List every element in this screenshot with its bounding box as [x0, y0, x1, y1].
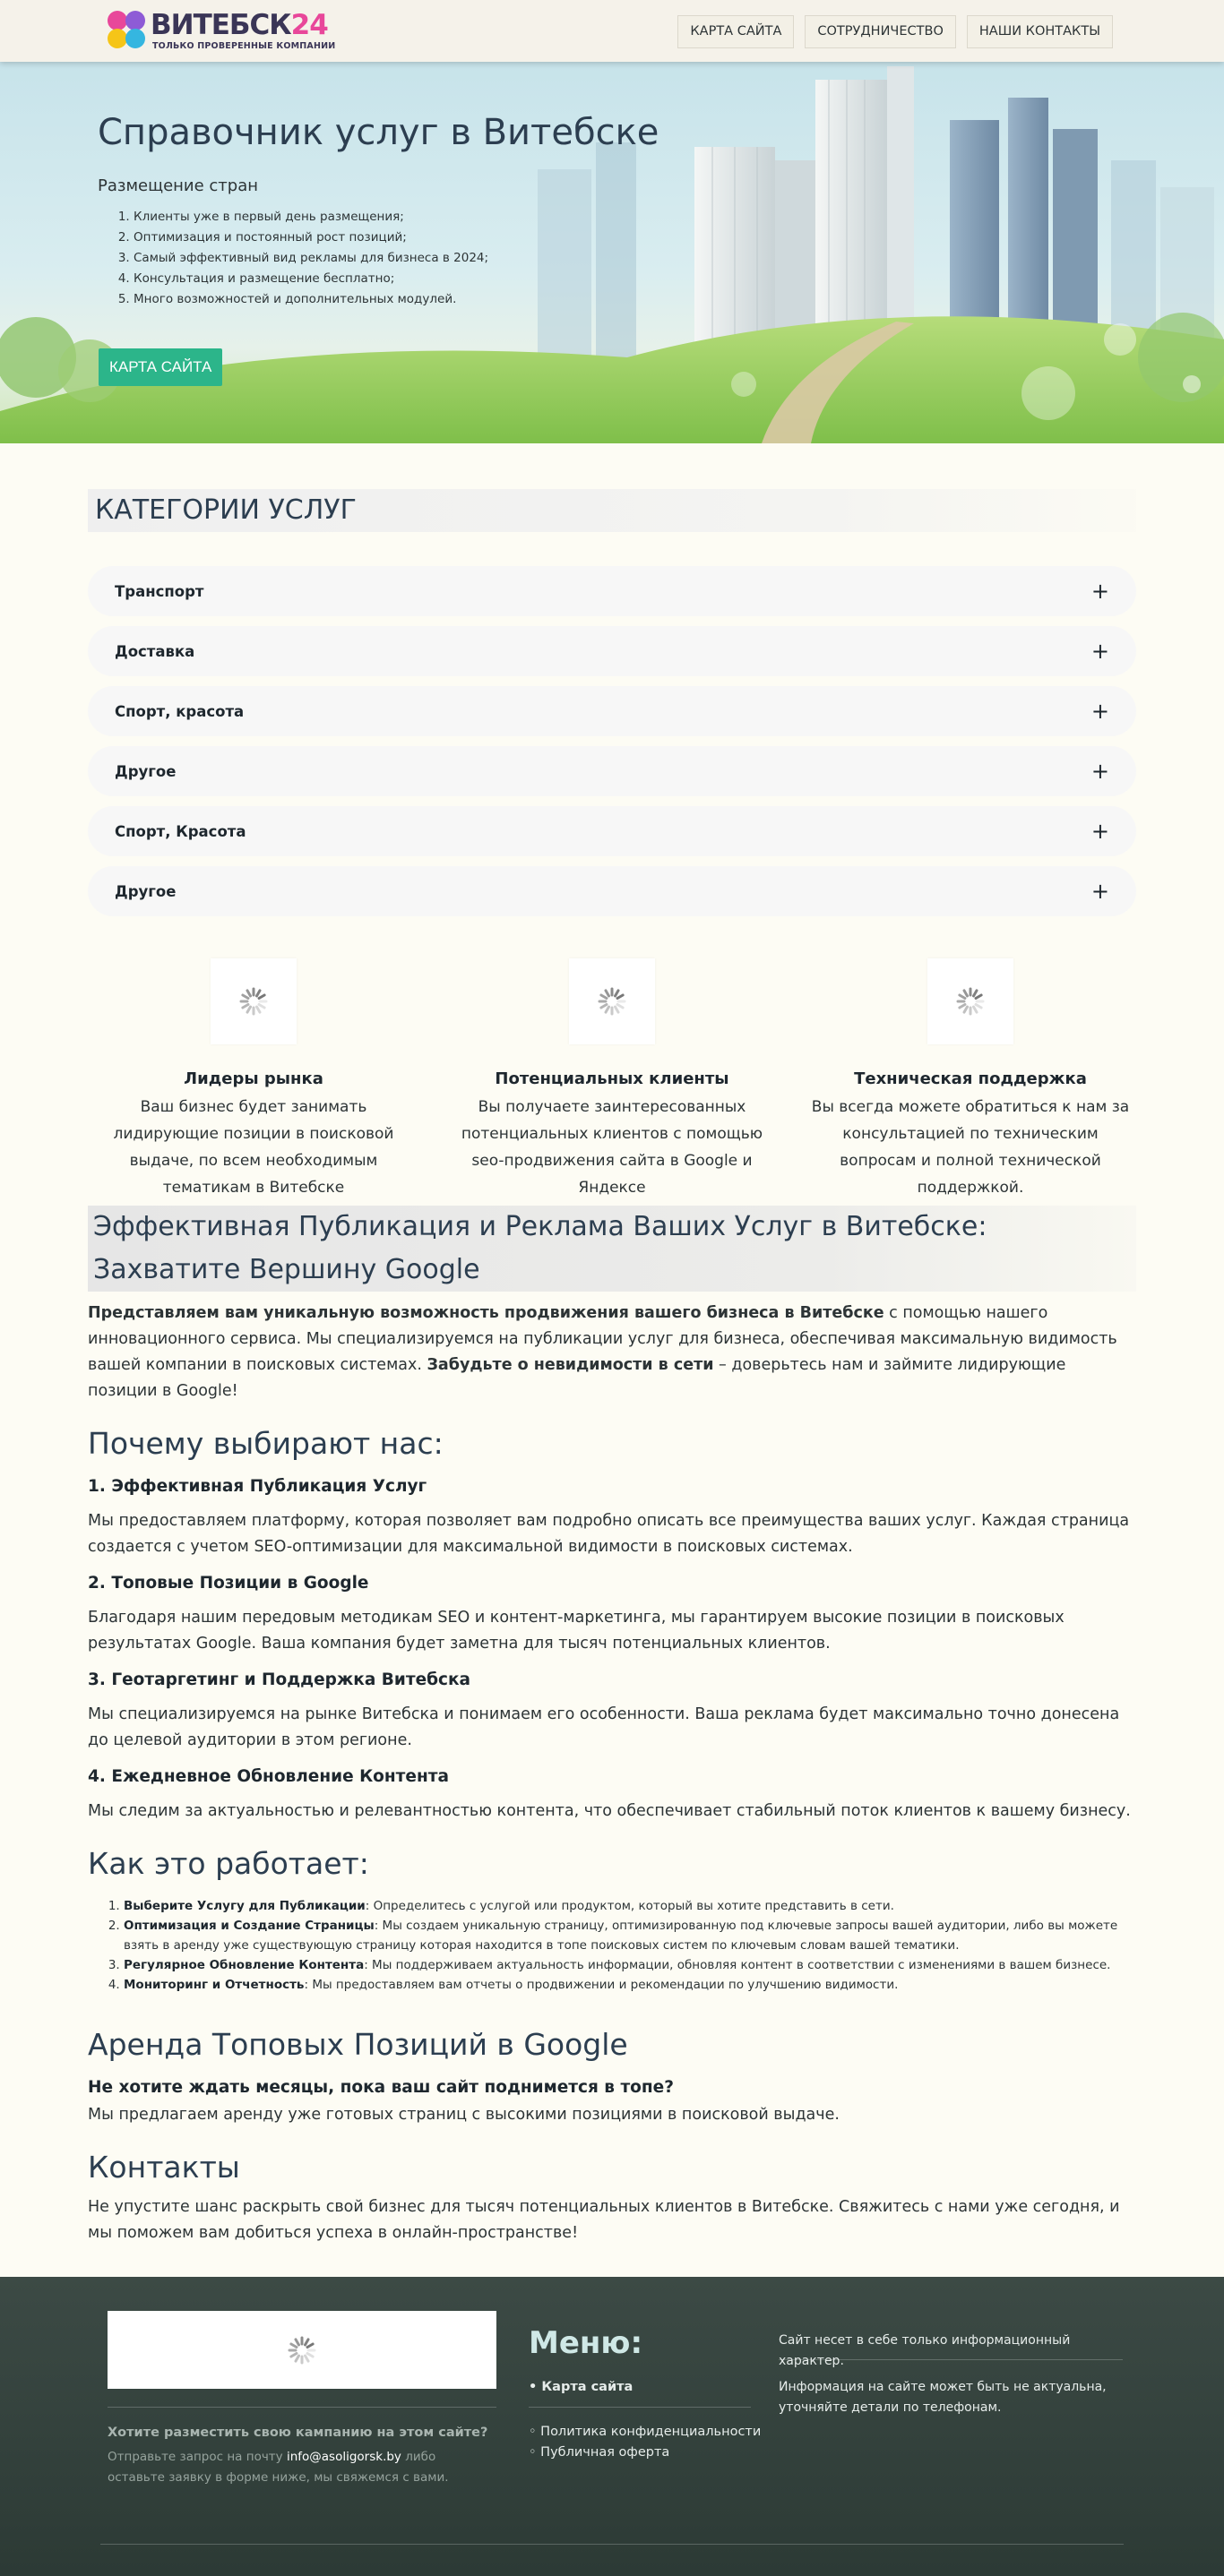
- footer-image: [108, 2311, 496, 2389]
- seo-article: [88, 1206, 1136, 2246]
- features-row: [88, 958, 1136, 1197]
- why-item-text: Мы следим за актуальностью и релевантностью контента, что обеспечивает стабильный поток клиентов к вашему бизнесу.: [88, 1802, 1131, 1820]
- how-it-works-heading: Как это работает:: [88, 1846, 369, 1881]
- feature-card: [446, 958, 778, 1201]
- footer-sitemap-link[interactable]: • Карта сайта: [529, 2380, 634, 2394]
- accordion-label: Транспорт: [115, 582, 204, 600]
- list-item: 2. Оптимизация и постоянный рост позиций;: [134, 228, 488, 248]
- hero-subtitle: Размещение стран: [98, 176, 259, 195]
- accordion-label: Другое: [115, 762, 177, 780]
- accordion-item-sport-beauty-2[interactable]: [88, 806, 1136, 856]
- feature-text: Вы получаете заинтересованных потенциальных клиентов с помощью seo-продвижения сайта в Google и Яндексе: [461, 1098, 763, 1197]
- list-item: 3. Самый эффективный вид рекламы для бизнеса в 2024;: [134, 248, 488, 269]
- footer-question: Хотите разместить свою кампанию на этом сайте?: [108, 2426, 488, 2440]
- article-title: Эффективная Публикация и Реклама Ваших Услуг в Витебске: Захватите Вершину Google: [88, 1206, 1136, 1292]
- contacts-heading: Контакты: [88, 2150, 240, 2185]
- site-footer: [0, 2277, 1224, 2576]
- feature-card: [88, 958, 419, 1201]
- accordion-item-sport-beauty[interactable]: [88, 686, 1136, 736]
- hero-title: Справочник услуг в Витебске: [98, 112, 659, 153]
- plus-icon: +: [1090, 819, 1109, 844]
- accordion-label: Спорт, красота: [115, 702, 245, 720]
- how-it-works-list: [88, 1896, 1136, 1995]
- accordion-item-transport[interactable]: [88, 566, 1136, 616]
- feature-text: Вы всегда можете обратиться к нам за консультацией по техническим вопросам и полной технической поддержкой.: [811, 1098, 1130, 1197]
- loading-spinner-icon: [598, 987, 626, 1016]
- accordion-item-other[interactable]: [88, 746, 1136, 796]
- loading-spinner-icon: [956, 987, 985, 1016]
- feature-image: [211, 958, 297, 1044]
- footer-disclaimer: Информация на сайте может быть не актуальна, уточняйте детали по телефонам.: [779, 2380, 1107, 2415]
- logo-tagline: ТОЛЬКО ПРОВЕРЕННЫЕ КОМПАНИИ: [152, 41, 336, 51]
- why-item-text: Мы предоставляем платформу, которая позволяет вам подробно описать все преимущества ваших услуг. Каждая страница создается с учетом SEO-оптимизации для максимальной видимости в поисковых системах.: [88, 1512, 1130, 1556]
- rent-heading: Аренда Топовых Позиций в Google: [88, 2027, 628, 2062]
- why-item-text: Благодаря нашим передовым методикам SEO и контент-маркетинга, мы гарантируем высокие позиции в поисковых результатах Google. Ваша компания будет заметна для тысяч потенциальных клиентов.: [88, 1609, 1065, 1653]
- accordion-label: Спорт, Красота: [115, 822, 246, 840]
- hero-benefits-list: [98, 207, 488, 310]
- loading-spinner-icon: [288, 2336, 316, 2365]
- plus-icon: +: [1090, 639, 1109, 664]
- footer-info: Сайт несет в себе только информационный характер.: [779, 2333, 1071, 2368]
- accordion-label: Другое: [115, 882, 177, 900]
- footer-menu-title: Меню:: [529, 2325, 643, 2361]
- categories-title: КАТЕГОРИИ УСЛУГ: [88, 489, 1136, 532]
- list-item: 4. Консультация и размещение бесплатно;: [134, 269, 488, 289]
- list-item: 3. Регулярное Обновление Контента: Мы поддерживаем актуальность информации, обновляя контент в соответствии с изменениями в вашем бизнесе.: [124, 1955, 1136, 1975]
- footer-offer-link[interactable]: ◦ Публичная оферта: [529, 2445, 670, 2460]
- list-item: 5. Много возможностей и дополнительных модулей.: [134, 289, 488, 310]
- hero-banner: [0, 62, 1224, 443]
- feature-title: Лидеры рынка: [184, 1069, 323, 1088]
- why-item-title: 2. Топовые Позиции в Google: [88, 1574, 369, 1593]
- list-item: 1. Клиенты уже в первый день размещения;: [134, 207, 488, 228]
- divider: [100, 2544, 1124, 2545]
- logo-dots-icon: [108, 11, 147, 50]
- feature-title: Потенциальных клиенты: [495, 1069, 729, 1088]
- categories-accordion: [88, 566, 1136, 926]
- why-item-title: 3. Геотаргетинг и Поддержка Витебска: [88, 1670, 471, 1689]
- feature-image: [927, 958, 1013, 1044]
- plus-icon: +: [1090, 759, 1109, 784]
- divider: [108, 2407, 496, 2408]
- footer-contact-text: Отправьте запрос на почту info@asoligorsk.by либо оставьте заявку в форме ниже, мы свяжемся с вами.: [108, 2450, 449, 2485]
- main-nav: [677, 15, 1113, 48]
- feature-title: Техническая поддержка: [854, 1069, 1087, 1088]
- list-item: 2. Оптимизация и Создание Страницы: Мы создаем уникальную страницу, оптимизированную под ключевые запросы вашей аудитории, либо вы можете взять в аренду уже существующую страницу которая находится в топе поисковых систем по ключевым словам вашей тематики.: [124, 1916, 1136, 1955]
- list-item: 4. Мониторинг и Отчетность: Мы предоставляем вам отчеты о продвижении и рекомендации по улучшению видимости.: [124, 1975, 1136, 1995]
- nav-cooperation-link[interactable]: СОТРУДНИЧЕСТВО: [805, 15, 956, 48]
- plus-icon: +: [1090, 579, 1109, 604]
- site-header: [0, 0, 1224, 62]
- list-item: 1. Выберите Услугу для Публикации: Определитесь с услугой или продуктом, который вы хотите представить в сети.: [124, 1896, 1136, 1916]
- footer-privacy-link[interactable]: ◦ Политика конфиденциальности: [529, 2425, 762, 2439]
- why-us-heading: Почему выбирают нас:: [88, 1426, 444, 1461]
- divider: [779, 2359, 1123, 2360]
- plus-icon: +: [1090, 879, 1109, 904]
- accordion-label: Доставка: [115, 642, 195, 660]
- why-item-text: Мы специализируемся на рынке Витебска и понимаем его особенности. Ваша реклама будет максимально точно донесена до целевой аудитории в этом регионе.: [88, 1705, 1120, 1749]
- loading-spinner-icon: [239, 987, 268, 1016]
- feature-image: [569, 958, 655, 1044]
- feature-card: [805, 958, 1136, 1201]
- accordion-item-delivery[interactable]: [88, 626, 1136, 676]
- hero-sitemap-button[interactable]: КАРТА САЙТА: [99, 348, 222, 386]
- nav-contacts-link[interactable]: НАШИ КОНТАКТЫ: [967, 15, 1113, 48]
- why-item-title: 4. Ежедневное Обновление Контента: [88, 1767, 449, 1786]
- feature-text: Ваш бизнес будет занимать лидирующие позиции в поисковой выдаче, по всем необходимым тематикам в Витебске: [113, 1098, 394, 1197]
- rent-text: Мы предлагаем аренду уже готовых страниц с высокими позициями в поисковой выдаче.: [88, 2106, 840, 2124]
- email-link[interactable]: info@asoligorsk.by: [286, 2450, 401, 2464]
- rent-question: Не хотите ждать месяцы, пока ваш сайт поднимется в топе?: [88, 2078, 674, 2097]
- accordion-item-other-2[interactable]: [88, 866, 1136, 916]
- nav-sitemap-link[interactable]: КАРТА САЙТА: [677, 15, 794, 48]
- article-intro: Представляем вам уникальную возможность продвижения вашего бизнеса в Витебске с помощью нашего инновационного сервиса. Мы специализируемся на публикации услуг для бизнеса, обеспечивая максимальную видимость вашей компании в поисковых системах. Забудьте о невидимости в сети – доверьтесь нам и займите лидирующие позиции в Google!: [88, 1304, 1117, 1400]
- divider: [529, 2407, 751, 2408]
- plus-icon: +: [1090, 699, 1109, 724]
- why-item-title: 1. Эффективная Публикация Услуг: [88, 1477, 427, 1496]
- logo-text: ВИТЕБСК24: [151, 9, 328, 41]
- site-logo[interactable]: [108, 9, 336, 54]
- contacts-text: Не упустите шанс раскрыть свой бизнес для тысяч потенциальных клиентов в Витебске. Свяжитесь с нами уже сегодня, и мы поможем вам добиться успеха в онлайн-пространстве!: [88, 2198, 1120, 2242]
